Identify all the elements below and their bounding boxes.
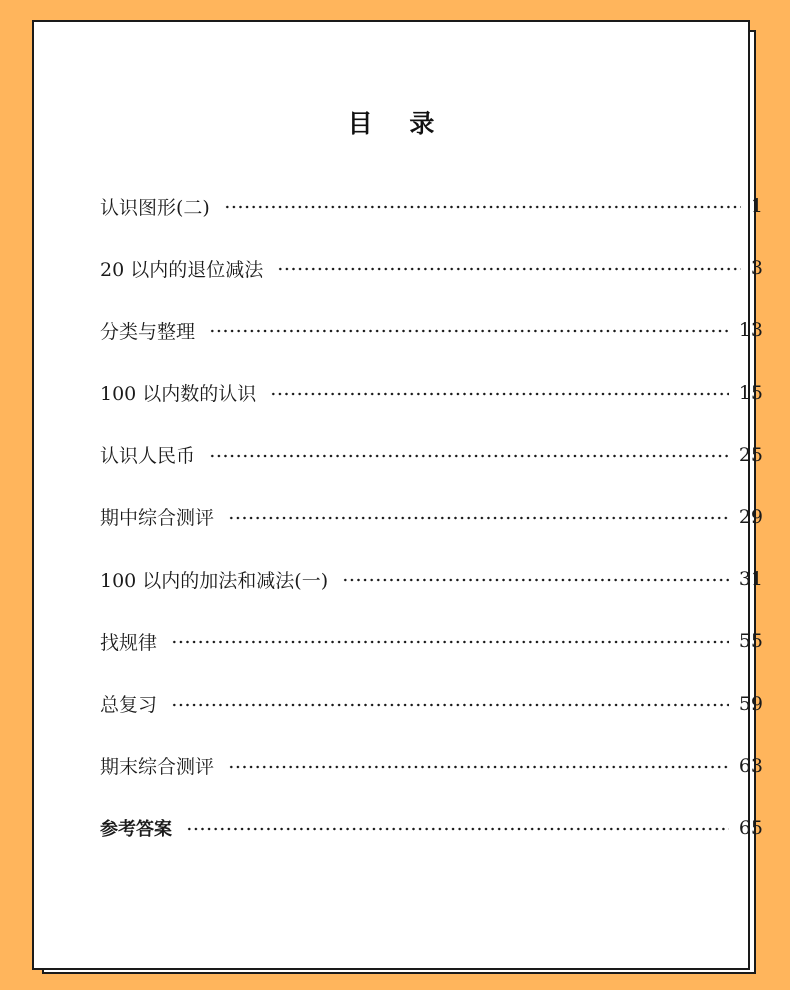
toc-entry-page-number: 65 xyxy=(738,816,763,839)
toc-entry-page-number: 3 xyxy=(750,257,763,280)
dot-leader xyxy=(186,827,729,831)
dot-leader xyxy=(228,516,729,520)
toc-entry-page-number: 29 xyxy=(738,505,763,528)
table-of-contents xyxy=(100,190,763,874)
toc-entry-answer-key[interactable] xyxy=(100,812,763,844)
toc-entry-page-number: 13 xyxy=(738,319,763,342)
toc-entry-label: 总复习 xyxy=(100,694,158,716)
dot-leader xyxy=(270,392,729,396)
dot-leader xyxy=(209,329,729,333)
toc-entry-label: 20 以内的退位减法 xyxy=(100,258,264,281)
toc-entry-page-number: 25 xyxy=(738,443,763,466)
toc-entry-page-number: 63 xyxy=(738,754,763,777)
toc-entry-label: 认识人民币 xyxy=(100,445,196,468)
toc-entry-page-number: 15 xyxy=(738,381,763,404)
toc-entry-classification[interactable] xyxy=(100,314,763,346)
toc-entry-page-number: 55 xyxy=(738,630,763,653)
toc-entry-label: 期中综合测评 xyxy=(100,507,215,530)
toc-entry-label: 分类与整理 xyxy=(100,320,196,343)
toc-entry-page-number: 1 xyxy=(750,195,763,217)
toc-entry-recognize-shapes[interactable] xyxy=(100,190,763,222)
dot-leader xyxy=(224,205,741,209)
toc-entry-label: 100 以内数的认识 xyxy=(100,383,257,406)
dot-leader xyxy=(209,454,729,458)
toc-entry-subtraction-within-20[interactable] xyxy=(100,252,763,284)
toc-entry-label: 100 以内的加法和减法(一) xyxy=(100,569,329,592)
dot-leader xyxy=(228,765,729,769)
toc-entry-page-number: 31 xyxy=(738,568,763,591)
dot-leader xyxy=(342,578,729,582)
toc-entry-rmb[interactable] xyxy=(100,439,763,471)
toc-entry-midterm-test[interactable] xyxy=(100,501,763,533)
toc-entry-page-number: 59 xyxy=(738,692,763,715)
toc-entry-general-review[interactable] xyxy=(100,688,763,720)
contents-page xyxy=(32,20,763,970)
dot-leader xyxy=(171,640,729,644)
toc-entry-numbers-within-100[interactable] xyxy=(100,377,763,409)
toc-entry-add-subtract-within-100[interactable] xyxy=(100,563,763,595)
toc-entry-label: 期末综合测评 xyxy=(100,756,215,779)
toc-entry-label: 认识图形(二) xyxy=(100,196,210,219)
dot-leader xyxy=(277,267,741,271)
toc-entry-final-test[interactable] xyxy=(100,750,763,782)
dot-leader xyxy=(171,703,729,707)
toc-entry-label: 参考答案 xyxy=(100,818,172,840)
toc-entry-label: 找规律 xyxy=(100,631,158,654)
toc-entry-patterns[interactable] xyxy=(100,625,763,657)
page-title: 目 录 xyxy=(347,109,449,138)
